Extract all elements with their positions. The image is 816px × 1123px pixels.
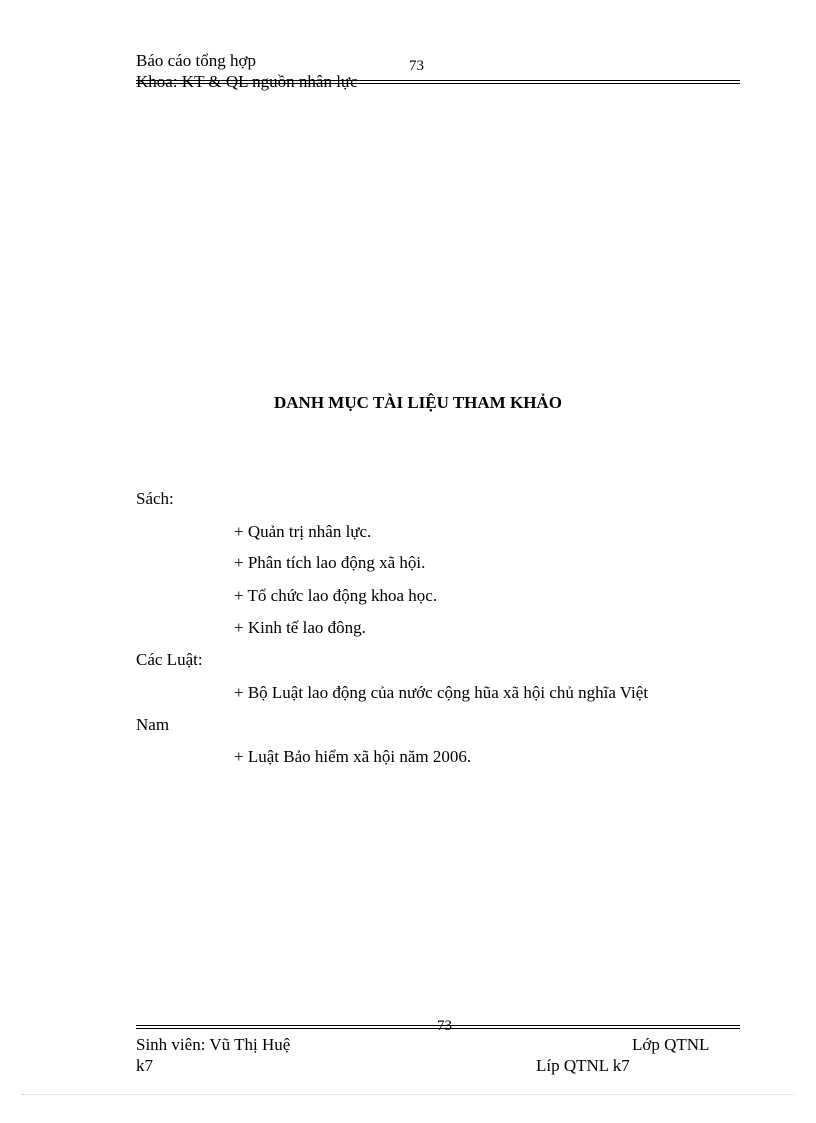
list-item: + Tổ chức lao động khoa học. <box>234 586 438 605</box>
footer-class-repeat: Líp QTNL k7 <box>536 1056 630 1075</box>
section-heading-books: Sách: <box>136 489 174 508</box>
page-title: DANH MỤC TÀI LIỆU THAM KHẢO <box>274 393 562 412</box>
section-heading-laws: Các Luật: <box>136 650 203 669</box>
footer-class: Lớp QTNL <box>632 1035 710 1054</box>
header-department: Khoa: KT & QL nguồn nhân lực <box>136 72 358 91</box>
list-item: + Kinh tế lao đông. <box>234 618 366 637</box>
header-rule-bottom <box>136 83 740 84</box>
footer-page-number: 73 <box>437 1018 452 1034</box>
header-page-number: 73 <box>409 58 424 74</box>
list-item: + Quản trị nhân lực. <box>234 522 372 541</box>
list-item: + Phân tích lao động xã hội. <box>234 553 426 572</box>
list-item-continuation: Nam <box>136 715 170 734</box>
list-item: + Bộ Luật lao động của nước cộng hũa xã hội chủ nghĩa Việt <box>234 683 649 702</box>
footer-class-suffix: k7 <box>136 1056 153 1075</box>
header-rule-top <box>136 80 740 81</box>
header-report-label: Báo cáo tổng hợp <box>136 51 256 70</box>
page-edge-divider <box>22 1094 794 1095</box>
footer-student: Sinh viên: Vũ Thị Huệ <box>136 1035 291 1054</box>
list-item: + Luật Bảo hiểm xã hội năm 2006. <box>234 747 472 766</box>
